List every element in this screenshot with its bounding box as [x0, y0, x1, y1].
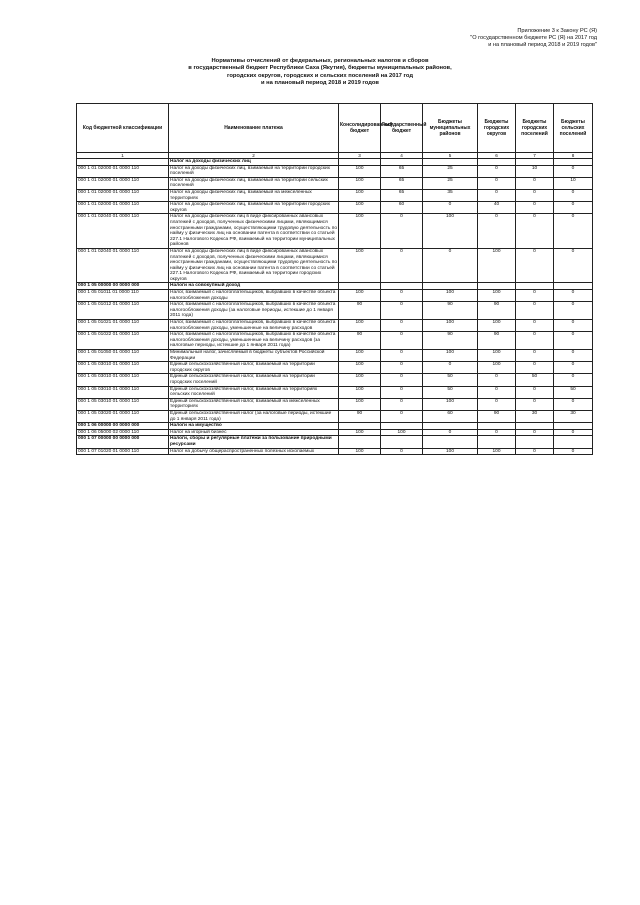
norm-value-cell: 65 [381, 165, 423, 177]
norm-value-cell: 100 [381, 429, 423, 436]
norm-value-cell: 100 [339, 248, 381, 283]
norm-value-cell: 0 [516, 214, 554, 249]
norm-value-cell: 100 [423, 320, 478, 332]
table-row [77, 248, 593, 283]
table-row [77, 429, 593, 436]
norm-value-cell: 0 [381, 290, 423, 302]
norm-value-cell: 100 [339, 362, 381, 374]
norm-value-cell: 0 [478, 374, 516, 386]
header-cell: Бюджеты городских поселений [516, 104, 554, 153]
norm-value-cell: 90 [339, 302, 381, 320]
header-cell: Наименование платежа [169, 104, 339, 153]
payment-name-cell: Налог на доходы физических лиц в виде фиксированных авансовых платежей с доходов, полученных физическими лицами, являющимися иностранными гражданами, осуществляющими трудовую деятельность по найму у физических лиц на основании патента в соответствии со статьей 227.1 Налогового Кодекса РФ, взимаемый на территории городских округов [170, 248, 338, 282]
title-line: Нормативы отчислений от федеральных, региональных налогов и сборов [211, 58, 429, 64]
title-line: и на плановый период 2018 и 2019 годов [260, 79, 379, 86]
norm-value-cell: 0 [516, 248, 554, 283]
norm-value-cell: 100 [478, 362, 516, 374]
norm-value-cell: 50 [516, 374, 554, 386]
norm-value-cell: 90 [339, 332, 381, 350]
norm-value-cell: 90 [423, 302, 478, 320]
norm-value-cell: 0 [516, 202, 554, 214]
column-number: 1 [77, 153, 169, 159]
budget-code-cell: 000 1 01 02000 01 0000 110 [77, 177, 169, 189]
table-row [77, 202, 593, 214]
norm-value-cell: 90 [478, 332, 516, 350]
norm-value-cell: 100 [339, 429, 381, 436]
norm-value-cell: 0 [478, 398, 516, 410]
payment-name-cell: Налоги на совокупный доход [169, 283, 339, 290]
norm-value-cell: 0 [554, 165, 593, 177]
table-row [77, 332, 593, 350]
table-row [77, 165, 593, 177]
payment-name-cell: Единый сельскохозяйственный налог, взимаемый на территории городских округов [169, 362, 339, 374]
norm-value-cell: 0 [423, 248, 478, 283]
norm-value-cell: 100 [339, 374, 381, 386]
norm-value-cell: 65 [381, 177, 423, 189]
norm-value-cell: 100 [339, 350, 381, 362]
norm-value-cell: 100 [339, 290, 381, 302]
table-row [77, 177, 593, 189]
norm-value-cell [423, 159, 478, 166]
budget-code-cell: 000 1 01 02040 01 0000 110 [77, 248, 169, 283]
norm-value-cell: 0 [554, 302, 593, 320]
table-row [77, 189, 593, 201]
norm-value-cell: 100 [423, 214, 478, 249]
norm-value-cell [554, 423, 593, 430]
column-number: 2 [169, 153, 339, 159]
budget-code-cell: 000 1 05 03010 01 0000 110 [77, 386, 169, 398]
payment-name-cell: Минимальный налог, зачисляемый в бюджеты субъектов Российской Федерации [169, 350, 339, 362]
norm-value-cell [381, 436, 423, 448]
norm-value-cell: 50 [423, 374, 478, 386]
norm-value-cell: 0 [478, 189, 516, 201]
payment-name-cell: Налог на доходы физических лиц [169, 159, 339, 166]
norm-value-cell: 50 [554, 386, 593, 398]
norm-value-cell: 100 [478, 320, 516, 332]
norm-value-cell: 0 [516, 320, 554, 332]
norm-value-cell: 40 [478, 202, 516, 214]
header-cell: Консолидированный бюджет [339, 104, 381, 153]
norm-value-cell: 30 [516, 410, 554, 422]
norm-value-cell: 90 [478, 410, 516, 422]
column-number: 3 [339, 153, 381, 159]
norm-value-cell: 0 [381, 214, 423, 249]
norm-value-cell: 25 [423, 177, 478, 189]
appendix-line: и на плановый период 2018 и 2019 годов" [488, 42, 597, 48]
table-row [77, 386, 593, 398]
norm-value-cell: 100 [423, 448, 478, 455]
norm-value-cell: 0 [381, 386, 423, 398]
table-row [77, 410, 593, 422]
norm-value-cell: 0 [554, 398, 593, 410]
norm-value-cell [381, 159, 423, 166]
norm-value-cell: 0 [516, 362, 554, 374]
table-row [77, 436, 593, 448]
budget-code-cell: 000 1 01 02000 01 0000 110 [77, 202, 169, 214]
norm-value-cell: 100 [478, 448, 516, 455]
norm-value-cell: 100 [478, 248, 516, 283]
norm-value-cell: 0 [516, 350, 554, 362]
norm-value-cell [478, 423, 516, 430]
norm-value-cell: 100 [339, 214, 381, 249]
budget-code-cell: 000 1 05 01021 01 0000 110 [77, 320, 169, 332]
table-row [77, 283, 593, 290]
norm-value-cell: 0 [381, 248, 423, 283]
norm-value-cell: 25 [423, 165, 478, 177]
norm-value-cell [478, 436, 516, 448]
norm-value-cell: 0 [516, 177, 554, 189]
norm-value-cell: 0 [516, 448, 554, 455]
norm-value-cell: 0 [554, 320, 593, 332]
column-number: 5 [423, 153, 478, 159]
norm-value-cell: 100 [478, 290, 516, 302]
budget-code-cell: 000 1 05 03010 01 0000 110 [77, 362, 169, 374]
norm-value-cell [339, 423, 381, 430]
norm-value-cell: 0 [554, 248, 593, 283]
payment-name-cell: Единый сельскохозяйственный налог (за налоговые периоды, истекшие до 1 января 2011 года) [169, 410, 339, 422]
payment-name-cell: Налог на добычу общераспространенных полезных ископаемых [169, 448, 339, 455]
payment-name-cell: Налог, взимаемый с налогоплательщиков, выбравших в качестве объекта налогообложения доходы (за налоговые периоды, истекшие до 1 января 2011 года) [169, 302, 339, 320]
norm-value-cell: 10 [554, 177, 593, 189]
norm-value-cell [554, 283, 593, 290]
norm-value-cell [339, 159, 381, 166]
norm-value-cell: 100 [423, 398, 478, 410]
norm-value-cell [516, 423, 554, 430]
column-number: 8 [554, 153, 593, 159]
norm-value-cell: 0 [516, 386, 554, 398]
payment-name-cell: Налог на доходы физических лиц, взимаемый на территории сельских поселений [169, 177, 339, 189]
norm-value-cell: 100 [339, 320, 381, 332]
budget-code-cell: 000 1 06 05000 02 0000 110 [77, 429, 169, 436]
norm-value-cell: 0 [554, 429, 593, 436]
norm-value-cell [516, 436, 554, 448]
header-cell: Бюджеты городских округов [478, 104, 516, 153]
budget-code-cell [77, 159, 169, 166]
header-cell: Бюджеты муниципальных районов [423, 104, 478, 153]
payment-name-cell: Налог, взимаемый с налогоплательщиков, выбравших в качестве объекта налогообложения доходы, уменьшенные на величину расходов (за налоговые периоды, истекшие до 1 января 2011 года) [169, 332, 339, 350]
budget-code-cell: 000 1 07 00000 00 0000 000 [77, 436, 169, 448]
norm-value-cell [381, 423, 423, 430]
norm-value-cell [478, 159, 516, 166]
budget-code-cell: 000 1 05 03010 01 0000 110 [77, 398, 169, 410]
table-row [77, 398, 593, 410]
norm-value-cell: 0 [478, 165, 516, 177]
norm-value-cell: 50 [423, 386, 478, 398]
payment-name-cell: Налоги на имущество [169, 423, 339, 430]
norm-value-cell: 90 [478, 302, 516, 320]
norm-value-cell [339, 283, 381, 290]
table-row [77, 448, 593, 455]
norm-value-cell: 0 [554, 362, 593, 374]
norm-value-cell: 0 [381, 332, 423, 350]
norm-value-cell: 0 [554, 374, 593, 386]
budget-code-cell: 000 1 05 03020 01 0000 110 [77, 410, 169, 422]
budget-code-cell: 000 1 05 01050 01 0000 110 [77, 350, 169, 362]
budget-code-cell: 000 1 05 01022 01 0000 110 [77, 332, 169, 350]
norm-value-cell [516, 283, 554, 290]
budget-code-cell: 000 1 05 00000 00 0000 000 [77, 283, 169, 290]
payment-name-cell: Налоги, сборы и регулярные платежи за пользование природными ресурсами [169, 436, 339, 448]
norm-value-cell: 0 [554, 214, 593, 249]
budget-code-cell: 000 1 05 01011 01 0000 110 [77, 290, 169, 302]
norm-value-cell: 0 [381, 374, 423, 386]
norm-value-cell: 0 [516, 302, 554, 320]
table-row [77, 374, 593, 386]
budget-code-cell: 000 1 01 02000 01 0000 110 [77, 165, 169, 177]
budget-code-cell: 000 1 05 03010 01 0000 110 [77, 374, 169, 386]
appendix-line: Приложение 3 к Закону РС (Я) [517, 28, 597, 34]
norm-value-cell: 100 [339, 202, 381, 214]
norm-value-cell [339, 436, 381, 448]
norm-value-cell: 0 [516, 429, 554, 436]
budget-code-cell: 000 1 06 00000 00 0000 000 [77, 423, 169, 430]
norm-value-cell: 65 [381, 189, 423, 201]
column-number: 6 [478, 153, 516, 159]
table-row [77, 214, 593, 249]
norm-value-cell: 35 [423, 189, 478, 201]
payment-name-cell: Налог на доходы физических лиц, взимаемый на территории городских поселений [169, 165, 339, 177]
payment-name-cell: Налог на доходы физических лиц в виде фиксированных авансовых платежей с доходов, полученных физическими лицами, являющимися иностранными гражданами, осуществляющими трудовую деятельность по найму у физических лиц на основании патента в соответствии со статьей 227.1 Налогового Кодекса РФ, взимаемый на территории муниципальных районов [170, 214, 338, 248]
norms-table [76, 103, 593, 455]
norm-value-cell: 0 [554, 332, 593, 350]
norm-value-cell: 100 [339, 165, 381, 177]
norm-value-cell: 100 [339, 448, 381, 455]
norm-value-cell: 30 [554, 410, 593, 422]
norm-value-cell: 0 [381, 448, 423, 455]
norm-value-cell: 0 [478, 177, 516, 189]
table-row [77, 302, 593, 320]
norm-value-cell: 0 [478, 386, 516, 398]
document-title [150, 58, 490, 87]
norm-value-cell [423, 423, 478, 430]
norm-value-cell: 60 [381, 202, 423, 214]
norm-value-cell: 0 [516, 332, 554, 350]
norm-value-cell: 100 [423, 350, 478, 362]
payment-name-cell: Налог на доходы физических лиц, взимаемый на межселенных территориях [169, 189, 339, 201]
payment-name-cell: Налог, взимаемый с налогоплательщиков, выбравших в качестве объекта налогообложения доходы [169, 290, 339, 302]
norm-value-cell: 90 [339, 410, 381, 422]
norm-value-cell: 0 [554, 189, 593, 201]
norm-value-cell: 0 [554, 350, 593, 362]
norm-value-cell: 10 [516, 165, 554, 177]
norm-value-cell: 0 [423, 429, 478, 436]
norm-value-cell: 0 [423, 362, 478, 374]
norm-value-cell: 0 [381, 362, 423, 374]
table-row [77, 362, 593, 374]
norm-value-cell: 60 [423, 410, 478, 422]
header-cell: Государственный бюджет [381, 104, 423, 153]
norm-value-cell [423, 283, 478, 290]
budget-code-cell: 000 1 05 01012 01 0000 110 [77, 302, 169, 320]
norm-value-cell: 0 [516, 398, 554, 410]
norm-value-cell: 100 [339, 189, 381, 201]
payment-name-cell: Налог на доходы физических лиц, взимаемый на территории городских округов [169, 202, 339, 214]
norm-value-cell: 0 [423, 202, 478, 214]
table-row [77, 350, 593, 362]
norm-value-cell: 0 [381, 350, 423, 362]
header-cell: Бюджеты сельских поселений [554, 104, 593, 153]
norm-value-cell: 100 [339, 177, 381, 189]
table-header-row [77, 104, 593, 153]
payment-name-cell: Единый сельскохозяйственный налог, взимаемый на территориях сельских поселений [169, 386, 339, 398]
norm-value-cell [554, 159, 593, 166]
payment-name-cell: Единый сельскохозяйственный налог, взимаемый на территории городских поселений [169, 374, 339, 386]
header-cell: Код бюджетной классификации [77, 104, 169, 153]
table-row [77, 290, 593, 302]
column-number: 7 [516, 153, 554, 159]
norm-value-cell: 0 [554, 448, 593, 455]
budget-code-cell: 000 1 07 01020 01 0000 110 [77, 448, 169, 455]
budget-code-cell: 000 1 01 02000 01 0000 110 [77, 189, 169, 201]
norm-value-cell: 0 [478, 429, 516, 436]
norm-value-cell: 0 [478, 214, 516, 249]
norm-value-cell: 0 [381, 302, 423, 320]
norm-value-cell: 100 [339, 386, 381, 398]
payment-name-cell: Единый сельскохозяйственный налог, взимаемый на межселенных территориях [169, 398, 339, 410]
budget-code-cell: 000 1 01 02040 01 0000 110 [77, 214, 169, 249]
norm-value-cell: 0 [381, 320, 423, 332]
norm-value-cell: 0 [554, 202, 593, 214]
norm-value-cell [516, 159, 554, 166]
norm-value-cell: 90 [423, 332, 478, 350]
appendix-line: "О государственном бюджете РС (Я) на 2017 год [470, 35, 597, 41]
norm-value-cell: 0 [516, 189, 554, 201]
table-row [77, 423, 593, 430]
norm-value-cell [478, 283, 516, 290]
norm-value-cell [554, 436, 593, 448]
appendix-note [357, 28, 597, 49]
table-body [77, 159, 593, 455]
title-line: в государственный бюджет Республики Саха (Якутия), бюджеты муниципальных районов, [188, 65, 452, 72]
norm-value-cell: 0 [381, 398, 423, 410]
payment-name-cell: Налог на игорный бизнес [169, 429, 339, 436]
table-row [77, 159, 593, 166]
norm-value-cell: 0 [554, 290, 593, 302]
title-line: городских округов, городских и сельских поселений на 2017 год [226, 72, 413, 79]
norm-value-cell: 0 [381, 410, 423, 422]
norm-value-cell [381, 283, 423, 290]
norm-value-cell: 100 [478, 350, 516, 362]
norm-value-cell [423, 436, 478, 448]
norm-value-cell: 0 [516, 290, 554, 302]
column-number: 4 [381, 153, 423, 159]
norm-value-cell: 100 [339, 398, 381, 410]
table-row [77, 320, 593, 332]
norm-value-cell: 100 [423, 290, 478, 302]
payment-name-cell: Налог, взимаемый с налогоплательщиков, выбравших в качестве объекта налогообложения доходы, уменьшенные на величину расходов [169, 320, 339, 332]
